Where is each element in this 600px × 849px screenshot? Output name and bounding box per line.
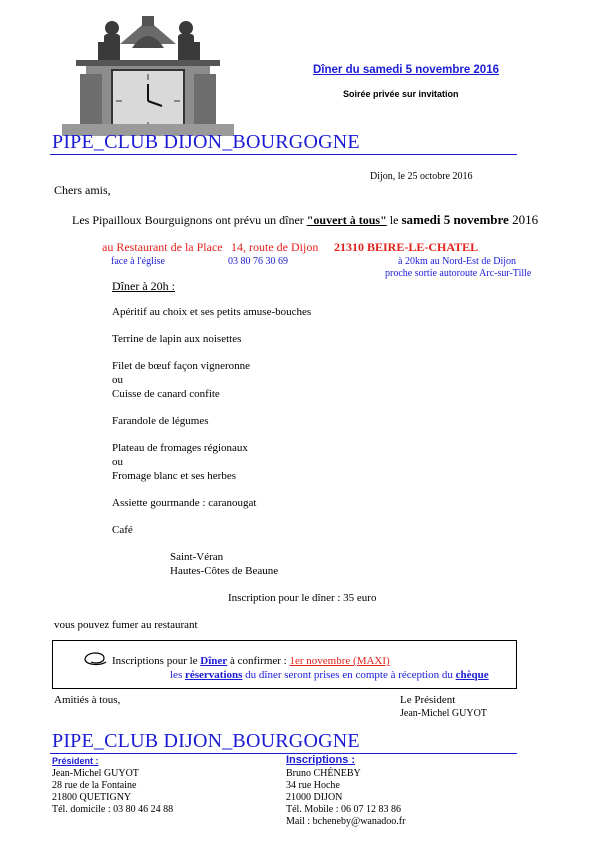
footer-president-block <box>52 768 173 816</box>
top-rule <box>50 154 517 155</box>
price-line: Inscription pour le dîner : 35 euro <box>228 592 377 604</box>
greeting: Chers amis, <box>54 183 111 197</box>
reg-l2b: du dîner seront prises en compte à réception du <box>242 669 456 681</box>
menu-or1: ou <box>112 374 123 386</box>
menu-coffee: Café <box>112 524 133 536</box>
reg-part1: Inscriptions pour le <box>112 655 201 667</box>
venue-landmark: face à l'église <box>111 256 165 267</box>
intro-paragraph <box>72 212 538 228</box>
club-name-bottom: PIPE_CLUB DIJON_BOURGOGNE <box>52 730 360 752</box>
menu-wine1: Saint-Véran <box>170 551 224 563</box>
menu-cheese2: Fromage blanc et ses herbes <box>112 470 237 482</box>
venue-restaurant: au Restaurant de la Place <box>102 240 223 254</box>
date-line: Dijon, le 25 octobre 2016 <box>370 171 473 182</box>
reg-part2: à confirmer : <box>227 655 290 667</box>
menu-main1: Filet de bœuf façon vigneronne <box>112 360 251 372</box>
registration-line2 <box>170 669 489 681</box>
club-name-top: PIPE_CLUB DIJON_BOURGOGNE <box>52 131 360 153</box>
menu-side: Farandole de légumes <box>112 415 209 427</box>
footer-inscriptions-line: Tél. Mobile : 06 07 12 83 86 <box>286 804 401 815</box>
footer-inscriptions-line: Bruno CHÉNEBY <box>286 768 361 779</box>
menu-cheese1: Plateau de fromages régionaux <box>112 442 248 454</box>
venue-address: 14, route de Dijon <box>231 240 319 254</box>
menu-wine2: Hautes-Côtes de Beaune <box>170 565 279 577</box>
footer-inscriptions-line: 34 rue Hoche <box>286 780 340 791</box>
menu-main2: Cuisse de canard confite <box>112 388 220 400</box>
intro-date: samedi 5 novembre <box>401 212 509 227</box>
intro-year: 2016 <box>508 212 539 227</box>
footer-president-line: Tél. domicile : 03 80 46 24 88 <box>52 804 174 815</box>
reg-reservations: réservations <box>184 669 243 681</box>
venue-distance: à 20km au Nord-Est de Dijon <box>398 256 517 267</box>
closing: Amitiés à tous, <box>54 694 121 706</box>
intro-part1: Les Pipailloux Bourguignons ont prévu un dîner <box>72 213 307 227</box>
registration-line1 <box>112 655 390 667</box>
footer-president-line: Jean-Michel GUYOT <box>52 768 139 779</box>
footer-inscriptions-line: Mail : bcheneby@wanadoo.fr <box>286 816 406 827</box>
footer-inscriptions-block <box>286 768 405 828</box>
venue-phone: 03 80 76 30 69 <box>228 256 288 267</box>
menu-starter: Apéritif au choix et ses petits amuse-bouches <box>112 306 312 318</box>
bottom-rule <box>50 753 517 754</box>
reg-deadline: 1er novembre (MAXI) <box>289 655 390 667</box>
menu-heading: Dîner à 20h : <box>112 279 175 293</box>
intro-quote: "ouvert à tous" <box>306 213 387 227</box>
signature-role: Le Président <box>400 694 456 706</box>
smoking-note: vous pouvez fumer au restaurant <box>54 619 198 631</box>
reg-diner: Dîner <box>200 655 228 667</box>
reg-cheque: chèque <box>455 669 489 681</box>
footer-inscriptions-line: 21000 DIJON <box>286 792 343 803</box>
footer-president-line: 28 rue de la Fontaine <box>52 780 137 791</box>
venue-exit: proche sortie autoroute Arc-sur-Tille <box>385 268 532 279</box>
menu-or2: ou <box>112 456 123 468</box>
menu-dessert: Assiette gourmande : caranougat <box>112 497 257 509</box>
clock-tower-photo <box>62 14 234 136</box>
intro-part2: le <box>386 213 402 227</box>
footer-president-line: 21800 QUETIGNY <box>52 792 132 803</box>
event-title: Dîner du samedi 5 novembre 2016 <box>313 64 499 76</box>
reg-l2a: les <box>170 669 185 681</box>
venue-town: 21310 BEIRE-LE-CHATEL <box>334 240 479 254</box>
menu-entree: Terrine de lapin aux noisettes <box>112 333 242 345</box>
curved-arrow-icon <box>82 648 108 668</box>
footer-inscriptions-heading: Inscriptions : <box>286 754 356 766</box>
footer-president-heading: Président : <box>52 756 99 766</box>
event-subtitle: Soirée privée sur invitation <box>343 89 459 99</box>
signature-name: Jean-Michel GUYOT <box>400 708 487 719</box>
